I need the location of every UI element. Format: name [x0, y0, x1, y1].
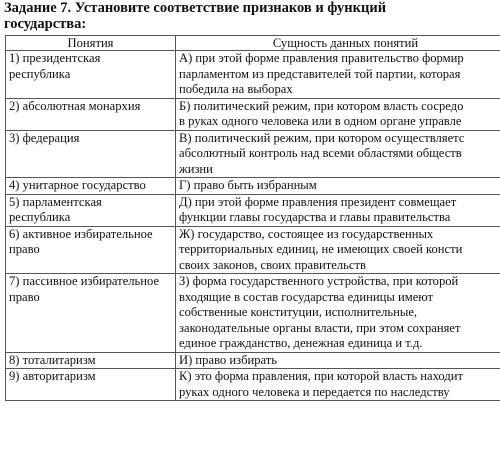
header-essence: Сущность данных понятий: [176, 36, 500, 51]
essence-text: функции главы государства и главы правительства: [179, 210, 451, 224]
essence-cell: [176, 226, 500, 274]
concept-text: 1) президентская: [9, 51, 101, 65]
concept-text: 8) тоталитаризм: [9, 352, 96, 367]
essence-text: в руках одного человека или в одном органе управле: [179, 114, 462, 128]
concept-text: право: [9, 289, 40, 304]
concept-cell: [6, 274, 176, 353]
concept-text: республика: [9, 66, 71, 81]
essence-text: победила на выборах: [179, 82, 293, 96]
essence-cell: [176, 194, 500, 226]
essence-cell: [176, 274, 500, 353]
essence-text: собственные конституции, исполнительные,: [179, 305, 418, 319]
essence-text: В) политический режим, при котором осуществляетс: [179, 130, 465, 145]
essence-cell: [176, 352, 500, 369]
concept-text: 2) абсолютная монархия: [9, 98, 141, 113]
essence-text: Д) при этой форме правления президент совмещает: [179, 194, 457, 209]
essence-cell: [176, 98, 500, 130]
concept-cell: [6, 226, 176, 274]
concept-text: 3) федерация: [9, 130, 80, 145]
essence-text: Г) право быть избранным: [179, 178, 317, 192]
essence-text: Ж) государство, состоящее из государственных: [179, 226, 434, 241]
concept-text: 6) активное избирательное: [9, 226, 153, 241]
essence-text: И) право избирать: [179, 352, 278, 367]
concept-cell: [6, 352, 176, 369]
concept-cell: [6, 98, 176, 130]
table-row: [6, 130, 500, 178]
essence-cell: [176, 51, 500, 99]
essence-text: Б) политический режим, при котором власть сосредо: [179, 98, 464, 113]
essence-text: К) это форма правления, при которой власть находит: [179, 369, 463, 383]
concept-text: 9) авторитаризм: [9, 369, 96, 383]
essence-text: входящие в состав государства единицы имеют: [179, 289, 434, 304]
concept-cell: [6, 194, 176, 226]
essence-text: абсолютный контроль над всеми областями обществ: [179, 146, 462, 160]
matching-table: [5, 35, 500, 401]
essence-cell: [176, 369, 500, 401]
essence-cell: [176, 130, 500, 178]
essence-text: территориальных единиц, не имеющих своей консти: [179, 242, 463, 256]
essence-text: парламентом из представителей той партии, которая: [179, 66, 461, 81]
essence-text: законодательные органы власти, при этом сохраняет: [179, 320, 461, 335]
table-row: [6, 352, 500, 369]
essence-text: жизни: [179, 161, 213, 176]
concept-text: 4) унитарное государство: [9, 178, 146, 192]
table-row: [6, 369, 500, 401]
header-concepts: Понятия: [6, 36, 176, 51]
essence-text: А) при этой форме правления правительство формир: [179, 51, 464, 65]
concept-cell: [6, 130, 176, 178]
table-row: [6, 194, 500, 226]
concept-text: республика: [9, 210, 71, 224]
task-title-line-1: Задание 7. Установите соответствие признаков и функций: [4, 0, 387, 16]
task-title: [4, 0, 484, 32]
concept-text: 7) пассивное избирательное: [9, 274, 160, 288]
essence-text: З) форма государственного устройства, при которой: [179, 274, 459, 288]
table-row: [6, 274, 500, 353]
concept-cell: [6, 369, 176, 401]
concept-cell: [6, 51, 176, 99]
essence-text: своих законов, своих правительств: [179, 257, 366, 272]
essence-text: единое гражданство, денежная единица и т.д.: [179, 336, 423, 350]
task-title-line-2: государства:: [4, 16, 87, 32]
table-header-row: [6, 36, 500, 51]
table-body: [6, 51, 500, 401]
table-row: [6, 51, 500, 99]
table-row: [6, 226, 500, 274]
concept-text: 5) парламентская: [9, 194, 102, 209]
essence-cell: [176, 178, 500, 195]
table-row: [6, 98, 500, 130]
essence-text: руках одного человека и передается по наследству: [179, 384, 450, 399]
concept-cell: [6, 178, 176, 195]
table-row: [6, 178, 500, 195]
concept-text: право: [9, 242, 40, 256]
